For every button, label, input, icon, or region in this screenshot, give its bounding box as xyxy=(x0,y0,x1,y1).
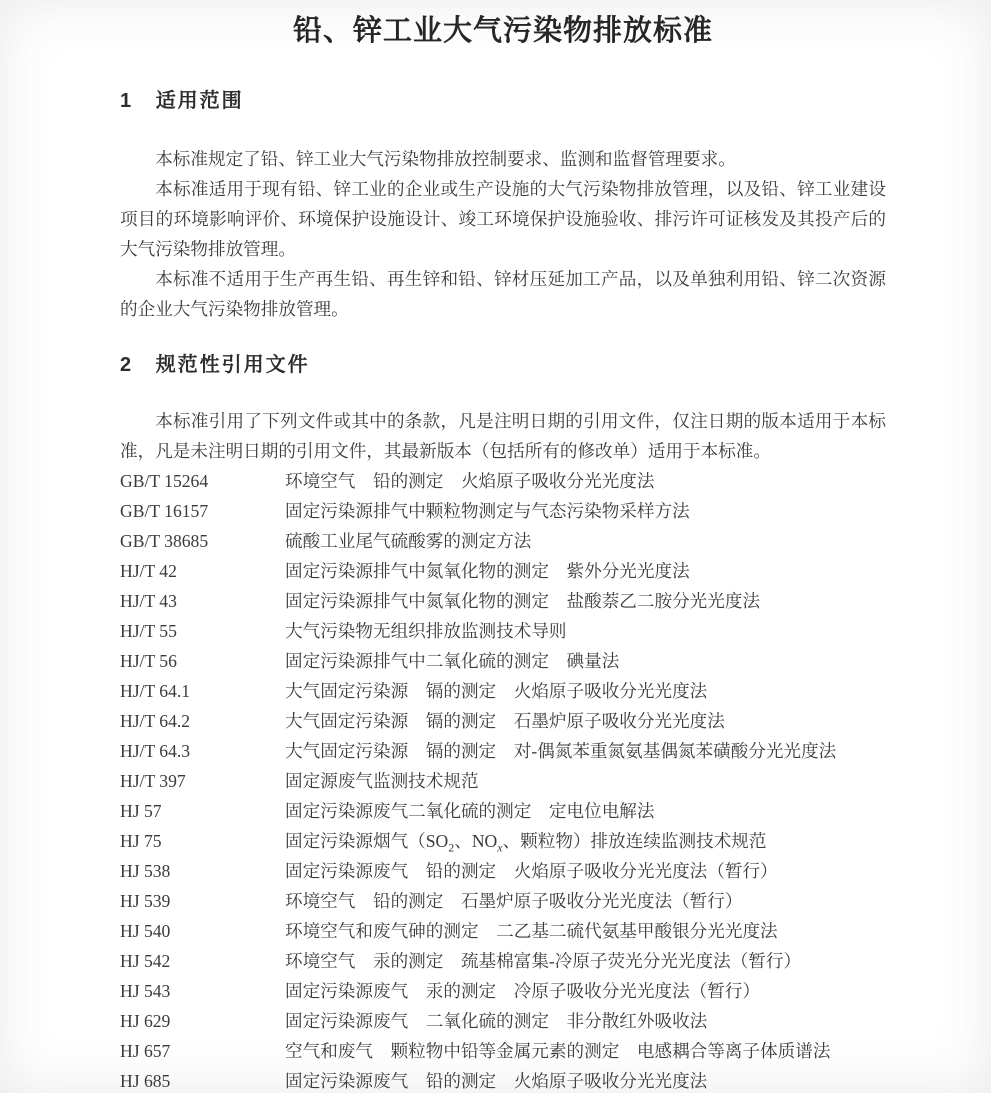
document-title: 铅、锌工业大气污染物排放标准 xyxy=(292,15,713,47)
reference-title: 固定污染源排气中二氧化硫的测定 碘量法 xyxy=(285,651,620,671)
reference-title: 硫酸工业尾气硫酸雾的测定方法 xyxy=(285,531,532,551)
reference-row xyxy=(120,946,886,976)
reference-code: HJ/T 55 xyxy=(120,621,177,641)
reference-title: 环境空气和废气砷的测定 二乙基二硫代氨基甲酸银分光光度法 xyxy=(285,921,778,941)
reference-row xyxy=(120,616,886,646)
reference-code: HJ/T 64.2 xyxy=(120,711,191,731)
reference-code: HJ 629 xyxy=(120,1011,171,1031)
reference-row xyxy=(120,796,886,826)
reference-code: HJ/T 43 xyxy=(120,591,177,611)
reference-row xyxy=(120,646,886,676)
reference-title: 固定污染源废气二氧化硫的测定 定电位电解法 xyxy=(285,801,655,821)
reference-code: HJ 685 xyxy=(120,1071,171,1091)
reference-row xyxy=(120,976,886,1006)
reference-title: 固定污染源排气中氮氧化物的测定 盐酸萘乙二胺分光光度法 xyxy=(285,591,761,611)
references-list xyxy=(120,466,886,1093)
reference-row xyxy=(120,526,886,556)
reference-code: HJ 75 xyxy=(120,831,162,851)
reference-title: 固定污染源废气 铅的测定 火焰原子吸收分光光度法 xyxy=(285,1071,708,1091)
section-2-heading xyxy=(120,350,886,380)
reference-code: HJ/T 56 xyxy=(120,651,177,671)
reference-row xyxy=(120,1006,886,1036)
reference-title: 固定污染源排气中颗粒物测定与气态污染物采样方法 xyxy=(285,501,690,521)
reference-title: 固定污染源排气中氮氧化物的测定 紫外分光光度法 xyxy=(285,561,690,581)
reference-code: GB/T 16157 xyxy=(120,501,209,521)
reference-title: 固定污染源废气 二氧化硫的测定 非分散红外吸收法 xyxy=(285,1011,708,1031)
reference-row xyxy=(120,856,886,886)
reference-code: HJ 543 xyxy=(120,981,171,1001)
paragraph-scope-2: 本标准适用于现有铅、锌工业的企业或生产设施的大气污染物排放管理，以及铅、锌工业建设项目的环境影响评价、环境保护设施设计、竣工环境保护设施验收、排污许可证核发及其投产后的大气污染物排放管理。 xyxy=(120,179,886,259)
reference-row xyxy=(120,886,886,916)
reference-row xyxy=(120,916,886,946)
reference-title: 固定源废气监测技术规范 xyxy=(285,771,479,791)
reference-row xyxy=(120,826,886,856)
reference-row xyxy=(120,556,886,586)
reference-title: 环境空气 汞的测定 巯基棉富集-冷原子荧光分光光度法（暂行） xyxy=(285,951,802,971)
section-2-number: 2 xyxy=(120,354,132,376)
reference-row xyxy=(120,706,886,736)
section-2-title: 规范性引用文件 xyxy=(155,354,310,376)
reference-code: HJ 538 xyxy=(120,861,171,881)
reference-title: 空气和废气 颗粒物中铅等金属元素的测定 电感耦合等离子体质谱法 xyxy=(285,1041,831,1061)
reference-row xyxy=(120,496,886,526)
paragraph-scope-1: 本标准规定了铅、锌工业大气污染物排放控制要求、监测和监督管理要求。 xyxy=(155,149,736,169)
reference-row xyxy=(120,586,886,616)
reference-code: HJ 540 xyxy=(120,921,171,941)
reference-code: GB/T 38685 xyxy=(120,531,209,551)
reference-title: 固定污染源废气 铅的测定 火焰原子吸收分光光度法（暂行） xyxy=(285,861,778,881)
section-1-body xyxy=(120,144,886,324)
section-1-number: 1 xyxy=(120,90,132,112)
reference-row xyxy=(120,466,886,496)
reference-row xyxy=(120,736,886,766)
section-1-title: 适用范围 xyxy=(155,90,244,112)
reference-title: 环境空气 铅的测定 石墨炉原子吸收分光光度法（暂行） xyxy=(285,891,743,911)
reference-title: 环境空气 铅的测定 火焰原子吸收分光光度法 xyxy=(285,471,655,491)
reference-title: 大气固定污染源 镉的测定 火焰原子吸收分光光度法 xyxy=(285,681,708,701)
reference-row xyxy=(120,1036,886,1066)
section-scope xyxy=(120,86,886,324)
paragraph-scope-3: 本标准不适用于生产再生铅、再生锌和铅、锌材压延加工产品，以及单独利用铅、锌二次资源的企业大气污染物排放管理。 xyxy=(120,269,886,319)
reference-title: 固定污染源废气 汞的测定 冷原子吸收分光光度法（暂行） xyxy=(285,981,761,1001)
reference-title: 大气污染物无组织排放监测技术导则 xyxy=(285,621,567,641)
reference-row xyxy=(120,1066,886,1093)
reference-code: HJ/T 397 xyxy=(120,771,186,791)
reference-row xyxy=(120,766,886,796)
reference-code: HJ/T 64.3 xyxy=(120,741,191,761)
reference-title: 固定污染源烟气（$SO_2$、$NO_x$、颗粒物）排放连续监测技术规范 xyxy=(285,831,767,855)
reference-row xyxy=(120,676,886,706)
reference-code: GB/T 15264 xyxy=(120,471,209,491)
reference-title: 大气固定污染源 镉的测定 对-偶氮苯重氮氨基偶氮苯磺酸分光光度法 xyxy=(285,741,837,761)
reference-code: HJ 542 xyxy=(120,951,171,971)
reference-code: HJ 57 xyxy=(120,801,162,821)
reference-code: HJ/T 64.1 xyxy=(120,681,191,701)
reference-code: HJ/T 42 xyxy=(120,561,177,581)
reference-code: HJ 539 xyxy=(120,891,171,911)
reference-title: 大气固定污染源 镉的测定 石墨炉原子吸收分光光度法 xyxy=(285,711,725,731)
references-intro: 本标准引用了下列文件或其中的条款，凡是注明日期的引用文件，仅注日期的版本适用于本标准，凡是未注明日期的引用文件，其最新版本（包括所有的修改单）适用于本标准。 xyxy=(120,411,886,461)
section-references xyxy=(120,350,886,1093)
section-1-heading xyxy=(120,86,886,116)
reference-code: HJ 657 xyxy=(120,1041,171,1061)
